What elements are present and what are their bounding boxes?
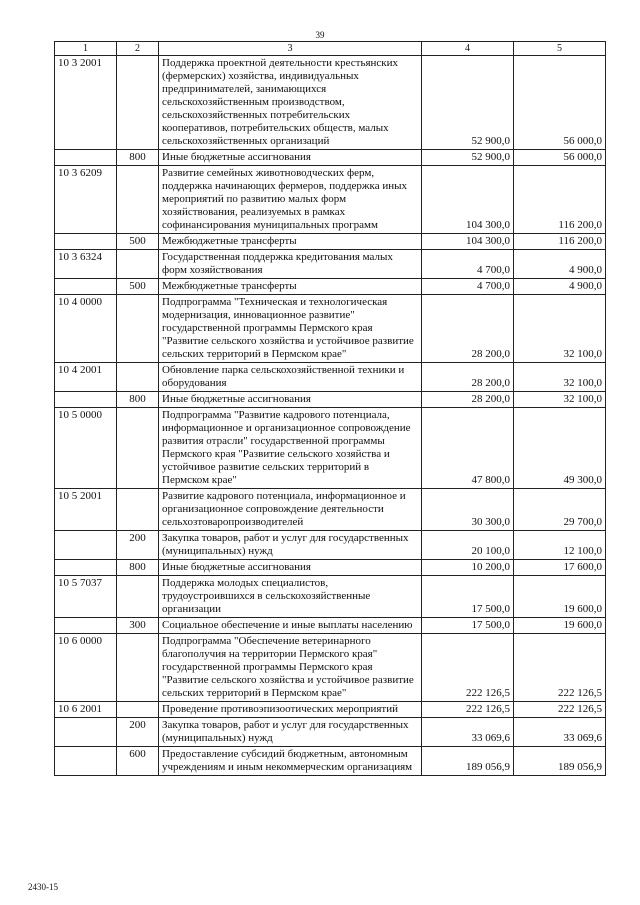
expense-type: 600: [117, 747, 159, 776]
amount-2017: 189 056,9: [514, 747, 606, 776]
amount-2017: 19 600,0: [514, 618, 606, 634]
header-row: [55, 42, 606, 56]
amount-2017: 19 600,0: [514, 576, 606, 618]
amount-2017: 222 126,5: [514, 634, 606, 702]
target-code: 10 6 0000: [55, 634, 117, 702]
amount-2017: 32 100,0: [514, 295, 606, 363]
amount-2016: 28 200,0: [422, 363, 514, 392]
header-col-5: 5: [514, 42, 606, 56]
amount-2016: 10 200,0: [422, 560, 514, 576]
item-name: Иные бюджетные ассигнования: [159, 392, 422, 408]
amount-2017: 56 000,0: [514, 56, 606, 150]
document-code: 2430-15: [28, 882, 58, 892]
expense-type: [117, 56, 159, 150]
table-row: [55, 279, 606, 295]
target-code: 10 5 2001: [55, 489, 117, 531]
item-name: Развитие семейных животноводческих ферм, поддержка начинающих фермеров, поддержка иных мероприятий по развитию малых форм хозяйствования, реализуемых в рамках софинансирования муниципальных программ: [159, 166, 422, 234]
item-name: Межбюджетные трансферты: [159, 234, 422, 250]
table-row: [55, 634, 606, 702]
target-code: [55, 560, 117, 576]
amount-2016: 104 300,0: [422, 234, 514, 250]
target-code: 10 3 2001: [55, 56, 117, 150]
target-code: [55, 279, 117, 295]
amount-2017: 12 100,0: [514, 531, 606, 560]
amount-2017: 33 069,6: [514, 718, 606, 747]
target-code: [55, 718, 117, 747]
header-col-1: 1: [55, 42, 117, 56]
expense-type: 200: [117, 718, 159, 747]
amount-2016: 20 100,0: [422, 531, 514, 560]
target-code: [55, 392, 117, 408]
expense-type: 800: [117, 560, 159, 576]
amount-2016: 104 300,0: [422, 166, 514, 234]
amount-2016: 17 500,0: [422, 576, 514, 618]
expense-type: 800: [117, 392, 159, 408]
amount-2017: 29 700,0: [514, 489, 606, 531]
table-row: [55, 363, 606, 392]
expense-type: [117, 295, 159, 363]
header-col-4: 4: [422, 42, 514, 56]
item-name: Предоставление субсидий бюджетным, автономным учреждениям и иным некоммерческим организациям: [159, 747, 422, 776]
amount-2017: 32 100,0: [514, 363, 606, 392]
table-row: [55, 718, 606, 747]
table-row: [55, 392, 606, 408]
expense-type: [117, 166, 159, 234]
item-name: Закупка товаров, работ и услуг для государственных (муниципальных) нужд: [159, 531, 422, 560]
expense-type: 300: [117, 618, 159, 634]
budget-table: [54, 41, 606, 776]
table-row: [55, 489, 606, 531]
item-name: Иные бюджетные ассигнования: [159, 560, 422, 576]
amount-2017: 32 100,0: [514, 392, 606, 408]
amount-2017: 17 600,0: [514, 560, 606, 576]
amount-2016: 30 300,0: [422, 489, 514, 531]
target-code: 10 3 6209: [55, 166, 117, 234]
amount-2017: 4 900,0: [514, 279, 606, 295]
expense-type: [117, 363, 159, 392]
table-row: [55, 560, 606, 576]
item-name: Подпрограмма "Развитие кадрового потенциала, информационное и организационное сопровождение развития отрасли" государственной программы Пермского края "Развитие сельского хозяйства и устойчивое развитие сельских территорий в Пермском крае": [159, 408, 422, 489]
target-code: 10 3 6324: [55, 250, 117, 279]
item-name: Межбюджетные трансферты: [159, 279, 422, 295]
target-code: 10 4 2001: [55, 363, 117, 392]
amount-2017: 116 200,0: [514, 234, 606, 250]
expense-type: 500: [117, 279, 159, 295]
amount-2017: 49 300,0: [514, 408, 606, 489]
header-col-3: 3: [159, 42, 422, 56]
amount-2016: 17 500,0: [422, 618, 514, 634]
target-code: [55, 531, 117, 560]
expense-type: [117, 250, 159, 279]
item-name: Иные бюджетные ассигнования: [159, 150, 422, 166]
expense-type: 500: [117, 234, 159, 250]
amount-2016: 52 900,0: [422, 56, 514, 150]
table-row: [55, 150, 606, 166]
amount-2016: 222 126,5: [422, 702, 514, 718]
table-row: [55, 531, 606, 560]
table-row: [55, 618, 606, 634]
target-code: 10 6 2001: [55, 702, 117, 718]
amount-2016: 28 200,0: [422, 295, 514, 363]
target-code: 10 5 0000: [55, 408, 117, 489]
item-name: Социальное обеспечение и иные выплаты населению: [159, 618, 422, 634]
table-row: [55, 576, 606, 618]
item-name: Обновление парка сельскохозяйственной техники и оборудования: [159, 363, 422, 392]
table-row: [55, 295, 606, 363]
amount-2016: 33 069,6: [422, 718, 514, 747]
table-row: [55, 747, 606, 776]
item-name: Подпрограмма "Техническая и технологическая модернизация, инновационное развитие" государственной программы Пермского края "Развитие сельского хозяйства и устойчивое развитие сельских территорий в Пермском крае": [159, 295, 422, 363]
item-name: Развитие кадрового потенциала, информационное и организационное сопровождение деятельности сельхозтоваропроизводителей: [159, 489, 422, 531]
expense-type: [117, 576, 159, 618]
amount-2017: 4 900,0: [514, 250, 606, 279]
item-name: Поддержка проектной деятельности крестьянских (фермерских) хозяйства, индивидуальных предпринимателей, занимающихся сельскохозяйственным производством, сельскохозяйственных потребительских кооперативов, потребительских обществ, малых сельскохозяйственных организаций: [159, 56, 422, 150]
amount-2017: 56 000,0: [514, 150, 606, 166]
target-code: [55, 234, 117, 250]
table-row: [55, 56, 606, 150]
table-row: [55, 408, 606, 489]
amount-2016: 28 200,0: [422, 392, 514, 408]
expense-type: [117, 408, 159, 489]
item-name: Проведение противоэпизоотических мероприятий: [159, 702, 422, 718]
amount-2016: 52 900,0: [422, 150, 514, 166]
table-row: [55, 234, 606, 250]
amount-2016: 47 800,0: [422, 408, 514, 489]
expense-type: [117, 489, 159, 531]
item-name: Закупка товаров, работ и услуг для государственных (муниципальных) нужд: [159, 718, 422, 747]
expense-type: [117, 634, 159, 702]
amount-2017: 222 126,5: [514, 702, 606, 718]
item-name: Поддержка молодых специалистов, трудоустроившихся в сельскохозяйственные организации: [159, 576, 422, 618]
amount-2016: 4 700,0: [422, 279, 514, 295]
item-name: Подпрограмма "Обеспечение ветеринарного благополучия на территории Пермского края" государственной программы Пермского края "Развитие сельского хозяйства и устойчивое развитие сельских территорий в Пермском крае": [159, 634, 422, 702]
amount-2017: 116 200,0: [514, 166, 606, 234]
expense-type: [117, 702, 159, 718]
expense-type: 200: [117, 531, 159, 560]
header-col-2: 2: [117, 42, 159, 56]
page-number: 39: [315, 30, 325, 40]
target-code: 10 5 7037: [55, 576, 117, 618]
table-row: [55, 702, 606, 718]
expense-type: 800: [117, 150, 159, 166]
amount-2016: 222 126,5: [422, 634, 514, 702]
item-name: Государственная поддержка кредитования малых форм хозяйствования: [159, 250, 422, 279]
target-code: 10 4 0000: [55, 295, 117, 363]
table-row: [55, 166, 606, 234]
table-row: [55, 250, 606, 279]
amount-2016: 189 056,9: [422, 747, 514, 776]
target-code: [55, 618, 117, 634]
target-code: [55, 150, 117, 166]
amount-2016: 4 700,0: [422, 250, 514, 279]
target-code: [55, 747, 117, 776]
